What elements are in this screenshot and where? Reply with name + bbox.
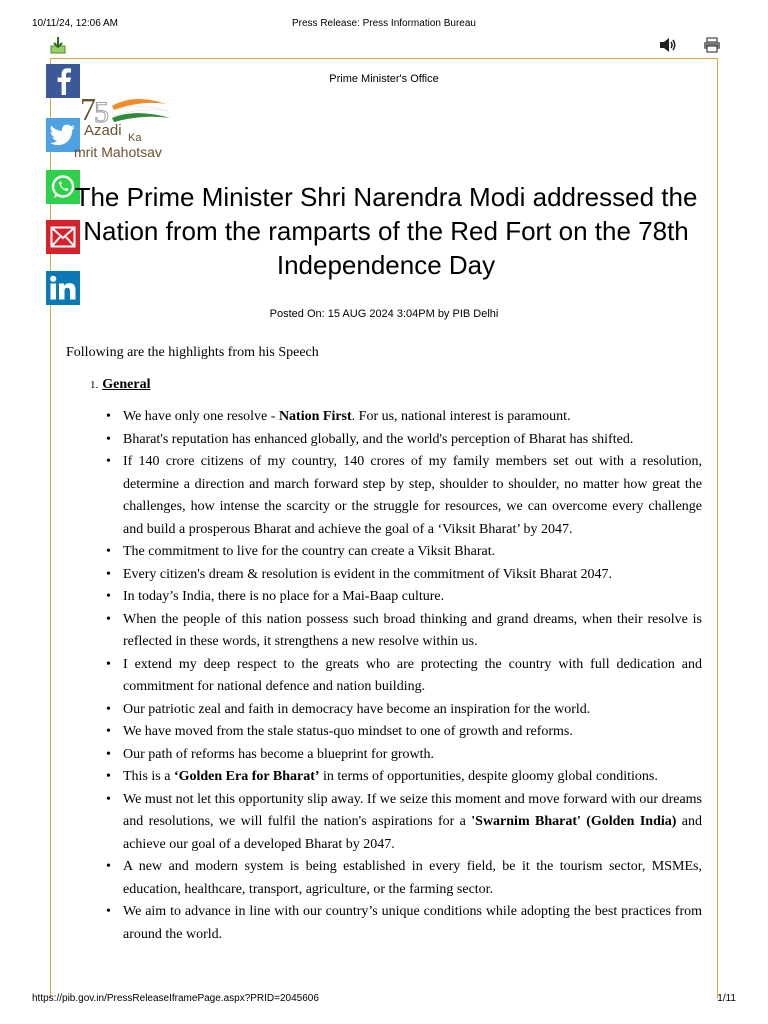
print-icon[interactable] (703, 37, 721, 53)
logo-text-ka: Ka (128, 132, 142, 144)
list-item: • Our path of reforms has become a blueprint for growth. (104, 744, 702, 767)
office-name: Prime Minister's Office (329, 73, 439, 85)
list-item: • Our patriotic zeal and faith in democracy have become an inspiration for the world. (104, 699, 702, 722)
section-label: General (102, 377, 151, 392)
highlights-list (104, 406, 702, 946)
download-icon[interactable] (50, 36, 66, 54)
twitter-icon (50, 124, 76, 146)
page-url: https://pib.gov.in/PressReleaseIframePage.aspx?PRID=2045606 (32, 993, 319, 1004)
list-item: • I extend my deep respect to the greats who are protecting the country with full dedication and commitment for national defence and nation building. (104, 654, 702, 699)
intro-text: Following are the highlights from his Speech (66, 345, 319, 360)
svg-text:7: 7 (80, 92, 96, 127)
press-release-headline: The Prime Minister Shri Narendra Modi addressed the Nation from the ramparts of the Red Fort on the 78th Independence Day (74, 182, 698, 280)
print-page-title: Press Release: Press Information Bureau (292, 18, 476, 29)
list-item: • We aim to advance in line with our country’s unique conditions while adopting the best practices from around the world. (104, 901, 702, 946)
speaker-icon[interactable] (658, 37, 678, 53)
list-item: • This is a ‘Golden Era for Bharat’ in terms of opportunities, despite gloomy global conditions. (104, 766, 702, 789)
list-item: • Bharat's reputation has enhanced globally, and the world's perception of Bharat has shifted. (104, 429, 702, 452)
logo-text-azadi: Azadi (84, 122, 122, 139)
page-number: 1/11 (717, 993, 736, 1004)
list-item: • We must not let this opportunity slip away. If we seize this moment and move forward with our dreams and resolutions, we will fulfil the nation's aspirations for a 'Swarnim Bharat' (Golden India) and achieve our goal of a developed Bharat by 2047. (104, 789, 702, 857)
print-datetime: 10/11/24, 12:06 AM (32, 18, 118, 29)
svg-text:5: 5 (94, 96, 109, 129)
list-item: • Every citizen's dream & resolution is evident in the commitment of Viksit Bharat 2047. (104, 564, 702, 587)
list-item: • We have moved from the stale status-quo mindset to one of growth and reforms. (104, 721, 702, 744)
list-item: • A new and modern system is being established in every field, be it the tourism sector, MSMEs, education, healthcare, transport, agriculture, or the farming sector. (104, 856, 702, 901)
posted-on: Posted On: 15 AUG 2024 3:04PM by PIB Delhi (269, 308, 499, 320)
list-item: • When the people of this nation possess such broad thinking and grand dreams, when their resolve is reflected in these words, it strengthens a new resolve within us. (104, 609, 702, 654)
list-item: • We have only one resolve - Nation First. For us, national interest is paramount. (104, 406, 702, 429)
section-number: 1. (90, 379, 99, 391)
list-item: • If 140 crore citizens of my country, 140 crores of my family members set out with a resolution, determine a direction and march forward step by step, shoulder to shoulder, no matter how great the challenges, how intense the scarcity or the struggle for resources, we can overcome every challenge and build a prosperous Bharat and achieve the goal of a ‘Viksit Bharat’ by 2047. (104, 451, 702, 541)
logo-text-amrit-mahotsav: mrit Mahotsav (74, 144, 162, 160)
list-item: • In today’s India, there is no place for a Mai-Baap culture. (104, 586, 702, 609)
list-item: • The commitment to live for the country can create a Viksit Bharat. (104, 541, 702, 564)
section-heading (90, 377, 150, 393)
